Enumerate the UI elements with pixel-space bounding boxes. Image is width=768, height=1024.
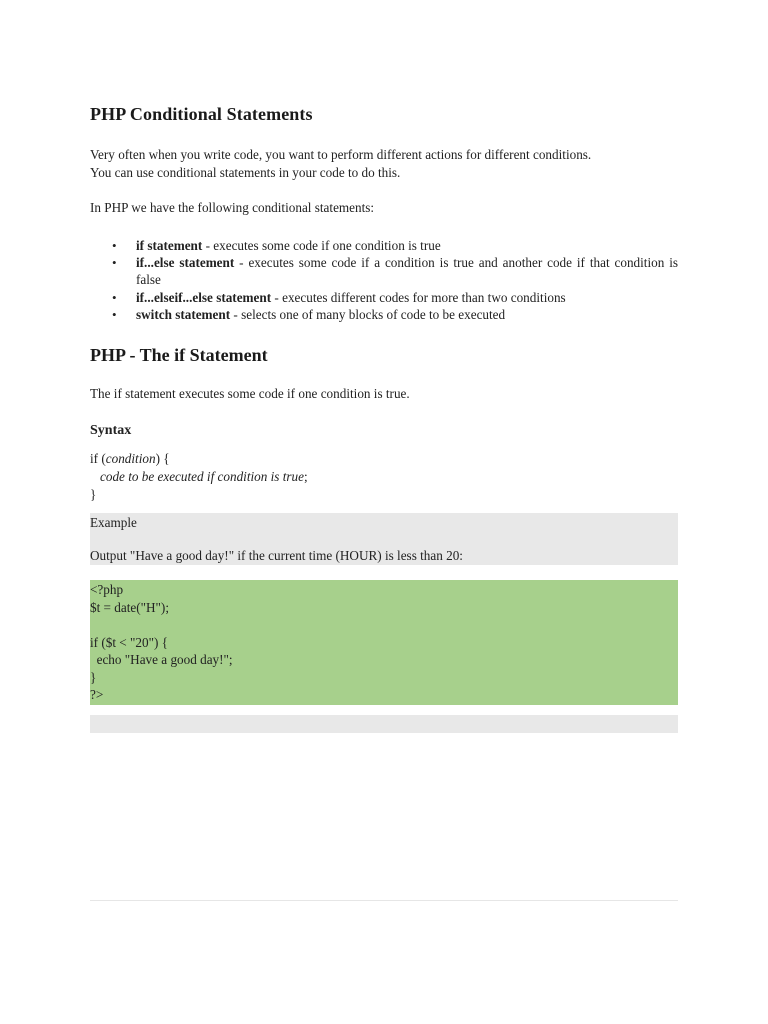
code-block	[90, 580, 678, 705]
syntax-line-2	[90, 468, 308, 486]
list-item	[90, 306, 678, 323]
page-divider	[90, 900, 678, 901]
statement-desc: - selects one of many blocks of code to be executed	[230, 306, 506, 322]
list-item	[90, 237, 678, 254]
list-item	[90, 254, 678, 288]
statement-term: if statement	[136, 238, 203, 253]
if-statement-heading: PHP - The if Statement	[90, 345, 268, 365]
example-description: Output "Have a good day!" if the current time (HOUR) is less than 20:	[90, 548, 463, 563]
intro-paragraph	[90, 146, 678, 181]
syntax-open-brace: ) {	[155, 451, 170, 466]
syntax-condition: condition	[105, 451, 156, 466]
example-box	[90, 513, 678, 565]
syntax-title: Syntax	[90, 423, 132, 438]
page-title: PHP Conditional Statements	[90, 104, 313, 124]
bullet-icon: •	[112, 255, 117, 271]
statement-desc: - executes different codes for more than two conditions	[271, 289, 566, 305]
syntax-line-1	[90, 450, 308, 468]
conditional-statements-list	[90, 237, 678, 323]
bullet-icon: •	[112, 306, 117, 322]
example-label: Example	[90, 515, 137, 530]
statement-desc: - executes some code if a condition is true and another code if that condition is false	[136, 255, 679, 288]
statement-desc: - executes some code if one condition is true	[202, 238, 441, 253]
syntax-block	[90, 450, 308, 504]
if-statement-description: The if statement executes some code if one condition is true.	[90, 386, 410, 401]
bullet-icon: •	[112, 238, 117, 253]
example-code: <?php $t = date("H"); if ($t < "20") { echo "Have a good day!"; } ?>	[90, 582, 233, 702]
intro-line-2: You can use conditional statements in your code to do this.	[90, 164, 401, 180]
intro-line-1: Very often when you write code, you want to perform different actions for different conditions.	[90, 147, 592, 162]
statements-intro: In PHP we have the following conditional statements:	[90, 200, 375, 215]
statement-term: if...else statement	[136, 255, 235, 271]
syntax-if: if (	[90, 451, 106, 466]
statement-term: switch statement	[136, 306, 231, 322]
syntax-semicolon: ;	[303, 469, 308, 484]
statement-term: if...elseif...else statement	[136, 289, 272, 305]
syntax-line-3: }	[90, 487, 97, 502]
try-it-bar	[90, 715, 678, 733]
syntax-body: code to be executed if condition is true	[100, 469, 304, 484]
bullet-icon: •	[112, 289, 117, 305]
list-item	[90, 289, 678, 306]
